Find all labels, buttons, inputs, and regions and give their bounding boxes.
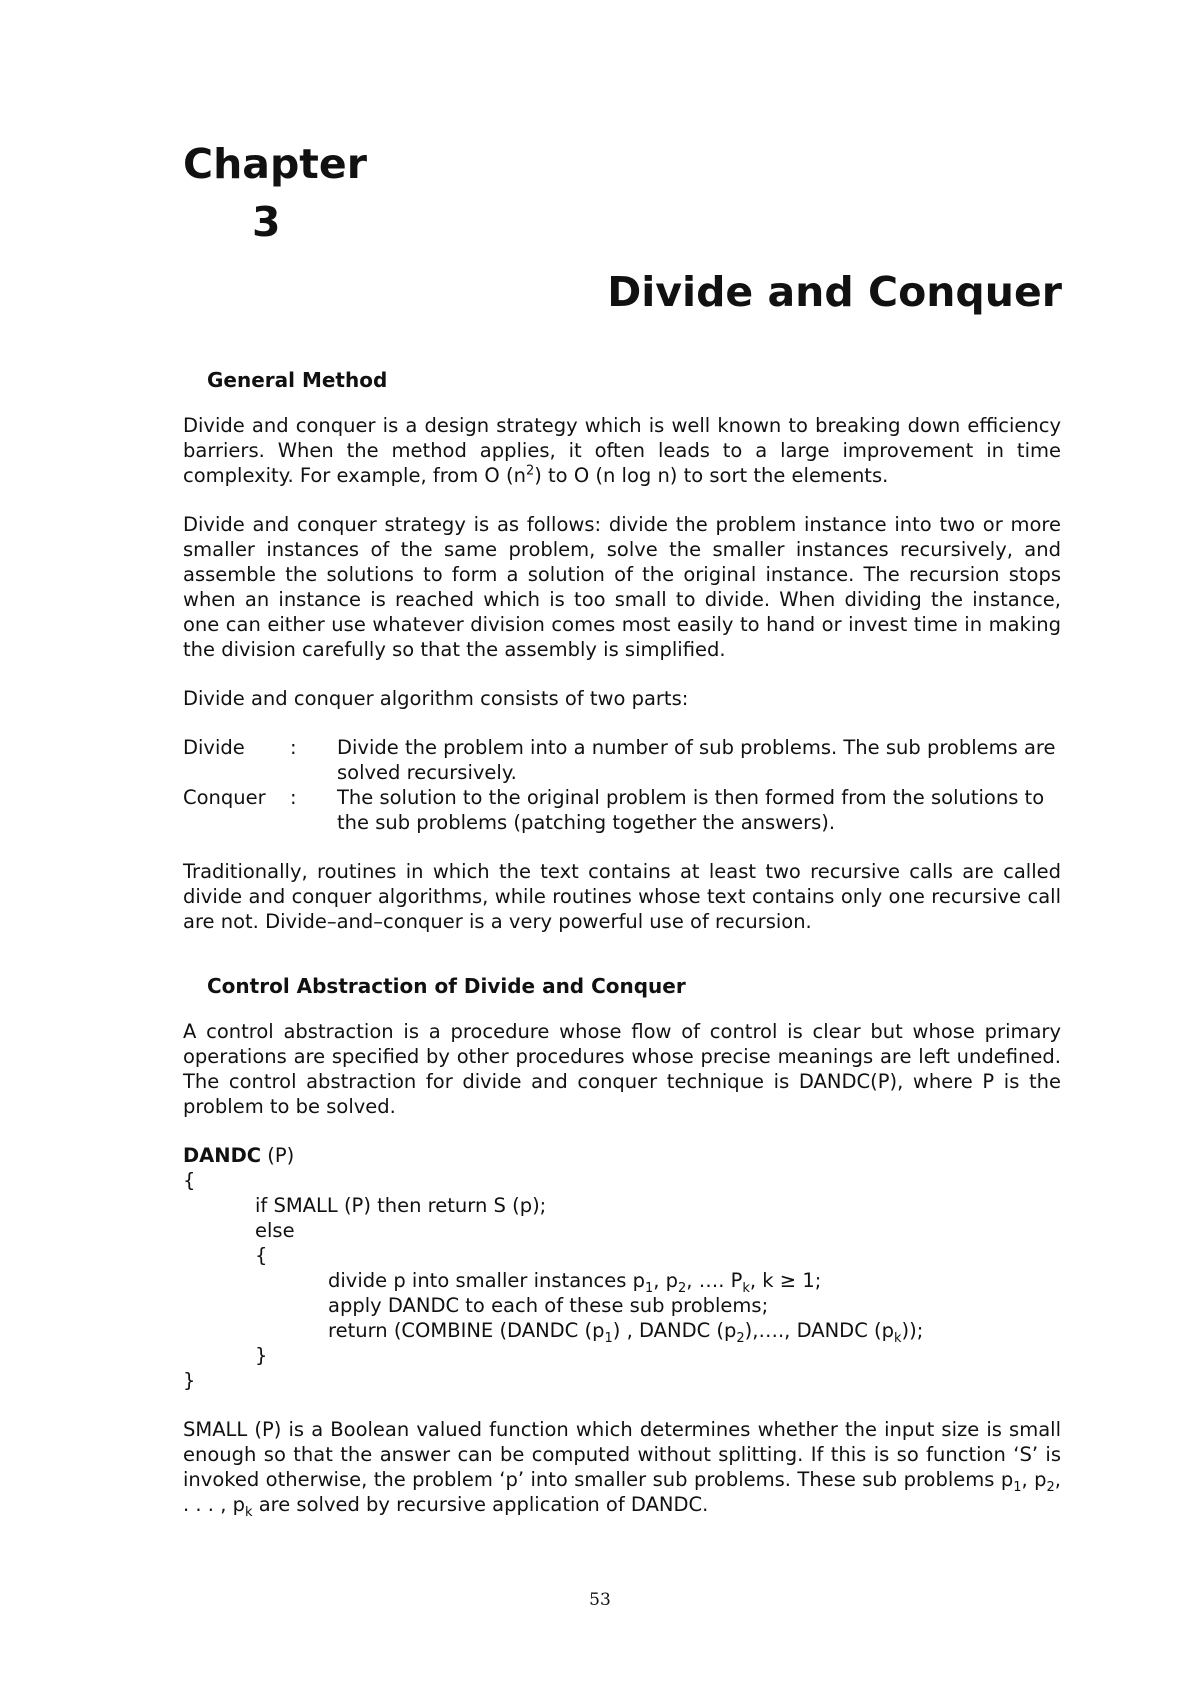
code-text: , p <box>653 1269 679 1292</box>
code-line-signature <box>183 1143 1061 1168</box>
code-text: , …. P <box>686 1269 743 1292</box>
paragraph-text: , . . . , p <box>183 1468 1061 1516</box>
code-text: )); <box>901 1319 924 1342</box>
code-text: divide p into smaller instances p <box>328 1269 645 1292</box>
code-text: ),…., DANDC (p <box>744 1319 894 1342</box>
definition-colon: : <box>290 736 297 759</box>
paragraph-small-function <box>183 1417 1061 1520</box>
code-text: ) , DANDC (p <box>612 1319 737 1342</box>
definition-colon: : <box>290 786 297 809</box>
function-param: (P) <box>261 1144 295 1167</box>
definition-row-conquer <box>183 785 1061 835</box>
code-line-close-brace: } <box>183 1369 196 1392</box>
subscript: k <box>894 1330 902 1346</box>
code-text: , k ≥ 1; <box>749 1269 822 1292</box>
definition-term: Conquer <box>183 786 266 809</box>
paragraph-text: are solved by recursive application of DANDC. <box>252 1493 709 1516</box>
code-line-open-brace: { <box>183 1169 196 1192</box>
code-text: return (COMBINE (DANDC (p <box>328 1319 605 1342</box>
paragraph-text: Divide and conquer is a design strategy which is well known to breaking down efficiency barriers. When the method applies, it often leads to a large improvement in time complexity. For example, from O (n <box>183 414 1061 487</box>
definition-description: The solution to the original problem is then formed from the solutions to the sub problems (patching together the answers). <box>337 786 1045 834</box>
chapter-number: 3 <box>252 198 281 246</box>
code-line-inner-close: } <box>255 1344 268 1367</box>
chapter-title: Divide and Conquer <box>607 268 1062 316</box>
code-line-return <box>183 1318 1061 1346</box>
definition-row-divide <box>183 735 1061 785</box>
code-line-if: if SMALL (P) then return S (p); <box>255 1194 547 1217</box>
paragraph-two-parts: Divide and conquer algorithm consists of two parts: <box>183 687 689 710</box>
paragraph-text: ) to O (n log n) to sort the elements. <box>534 464 889 487</box>
code-line-divide <box>183 1268 1061 1296</box>
page-number: 53 <box>589 1590 611 1610</box>
subscript: 2 <box>736 1330 745 1346</box>
code-line-else: else <box>255 1219 295 1242</box>
subscript: 2 <box>678 1280 687 1296</box>
code-line-apply: apply DANDC to each of these sub problems; <box>328 1294 769 1317</box>
paragraph-intro <box>183 413 1061 488</box>
subscript: 1 <box>644 1280 654 1296</box>
definition-term: Divide <box>183 736 245 759</box>
function-name: DANDC <box>183 1144 262 1167</box>
section-heading-general-method: General Method <box>207 368 388 392</box>
subscript: k <box>742 1280 750 1296</box>
code-line-inner-open: { <box>255 1244 268 1267</box>
pseudocode-block <box>183 1143 1061 1393</box>
chapter-label: Chapter <box>183 140 367 188</box>
chapter-content <box>183 368 1061 1541</box>
definition-list <box>183 735 1061 835</box>
paragraph-control-abstraction: A control abstraction is a procedure whose flow of control is clear but whose primary operations are specified by other procedures whose precise meanings are left undefined. The control abstraction for divide and conquer technique is DANDC(P), where P is the problem to be solved. <box>183 1020 1061 1118</box>
paragraph-recursion: Traditionally, routines in which the text contains at least two recursive calls are called divide and conquer algorithms, while routines whose text contains only one recursive call are not. Divide–and–conquer is a very powerful use of recursion. <box>183 860 1061 933</box>
superscript: 2 <box>525 463 535 479</box>
paragraph-text: SMALL (P) is a Boolean valued function which determines whether the input size is small enough so that the answer can be computed without splitting. If this is so function ‘S’ is invoked otherwise, the problem ‘p’ into smaller sub problems. These sub problems p <box>183 1418 1061 1491</box>
definition-description: Divide the problem into a number of sub problems. The sub problems are solved recursively. <box>337 736 1056 784</box>
subscript: 2 <box>1046 1479 1055 1495</box>
subscript: 1 <box>604 1330 613 1346</box>
subscript: k <box>244 1504 253 1520</box>
paragraph-strategy: Divide and conquer strategy is as follows: divide the problem instance into two or more smaller instances of the same problem, solve the smaller instances recursively, and assemble the solutions to form a solution of the original instance. The recursion stops when an instance is reached which is too small to divide. When dividing the instance, one can either use whatever division comes most easily to hand or invest time in making the division carefully so that the assembly is simplified. <box>183 513 1061 661</box>
paragraph-text: , p <box>1021 1468 1047 1491</box>
subscript: 1 <box>1013 1479 1022 1495</box>
section-heading-control-abstraction: Control Abstraction of Divide and Conquer <box>207 974 686 998</box>
